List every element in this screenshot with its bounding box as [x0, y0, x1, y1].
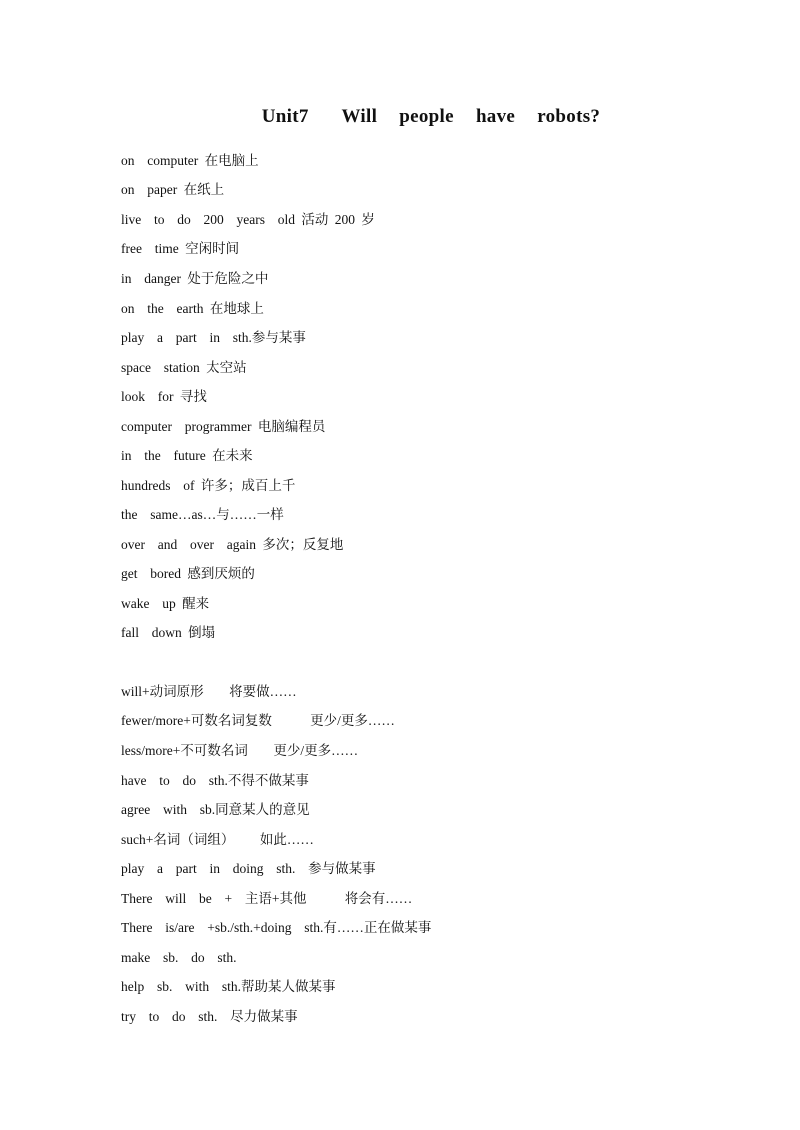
phrase-item: wake up 醒来	[121, 596, 210, 611]
grammar-item: less/more+不可数名词 更少/更多……	[121, 743, 359, 758]
phrase-item: over and over again 多次；反复地	[121, 537, 344, 552]
phrase-item: on the earth 在地球上	[121, 301, 264, 316]
phrase-item: look for 寻找	[121, 389, 207, 404]
phrase-item: space station 太空站	[121, 360, 247, 375]
phrase-item: the same…as…与……一样	[121, 507, 284, 522]
phrase-item: get bored 感到厌烦的	[121, 566, 255, 581]
phrase-item: on computer 在电脑上	[121, 153, 259, 168]
grammar-item: play a part in doing sth. 参与做某事	[121, 861, 376, 876]
grammar-item: make sb. do sth.	[121, 950, 237, 965]
grammar-item: There will be + 主语+其他 将会有……	[121, 891, 413, 906]
page-title: Unit7 Will people have robots?	[261, 106, 601, 127]
phrase-item: on paper 在纸上	[121, 182, 225, 197]
phrase-item: computer programmer 电脑编程员	[121, 419, 326, 434]
grammar-item: try to do sth. 尽力做某事	[121, 1009, 298, 1024]
grammar-item: will+动词原形 将要做……	[121, 684, 297, 699]
phrase-item: fall down 倒塌	[121, 625, 216, 640]
phrase-item: in the future 在未来	[121, 448, 253, 463]
grammar-item: such+名词（词组） 如此……	[121, 832, 314, 847]
phrase-item: play a part in sth.参与某事	[121, 330, 306, 345]
phrase-item: free time 空闲时间	[121, 241, 240, 256]
grammar-item: fewer/more+可数名词复数 更少/更多……	[121, 713, 395, 728]
grammar-item: agree with sb.同意某人的意见	[121, 802, 310, 817]
phrase-item: live to do 200 years old 活动 200 岁	[121, 212, 375, 227]
grammar-item: have to do sth.不得不做某事	[121, 773, 309, 788]
grammar-item: There is/are +sb./sth.+doing sth.有……正在做某事	[121, 920, 432, 935]
phrase-item: in danger 处于危险之中	[121, 271, 269, 286]
phrase-item: hundreds of 许多；成百上千	[121, 478, 296, 493]
grammar-item: help sb. with sth.帮助某人做某事	[121, 979, 336, 994]
